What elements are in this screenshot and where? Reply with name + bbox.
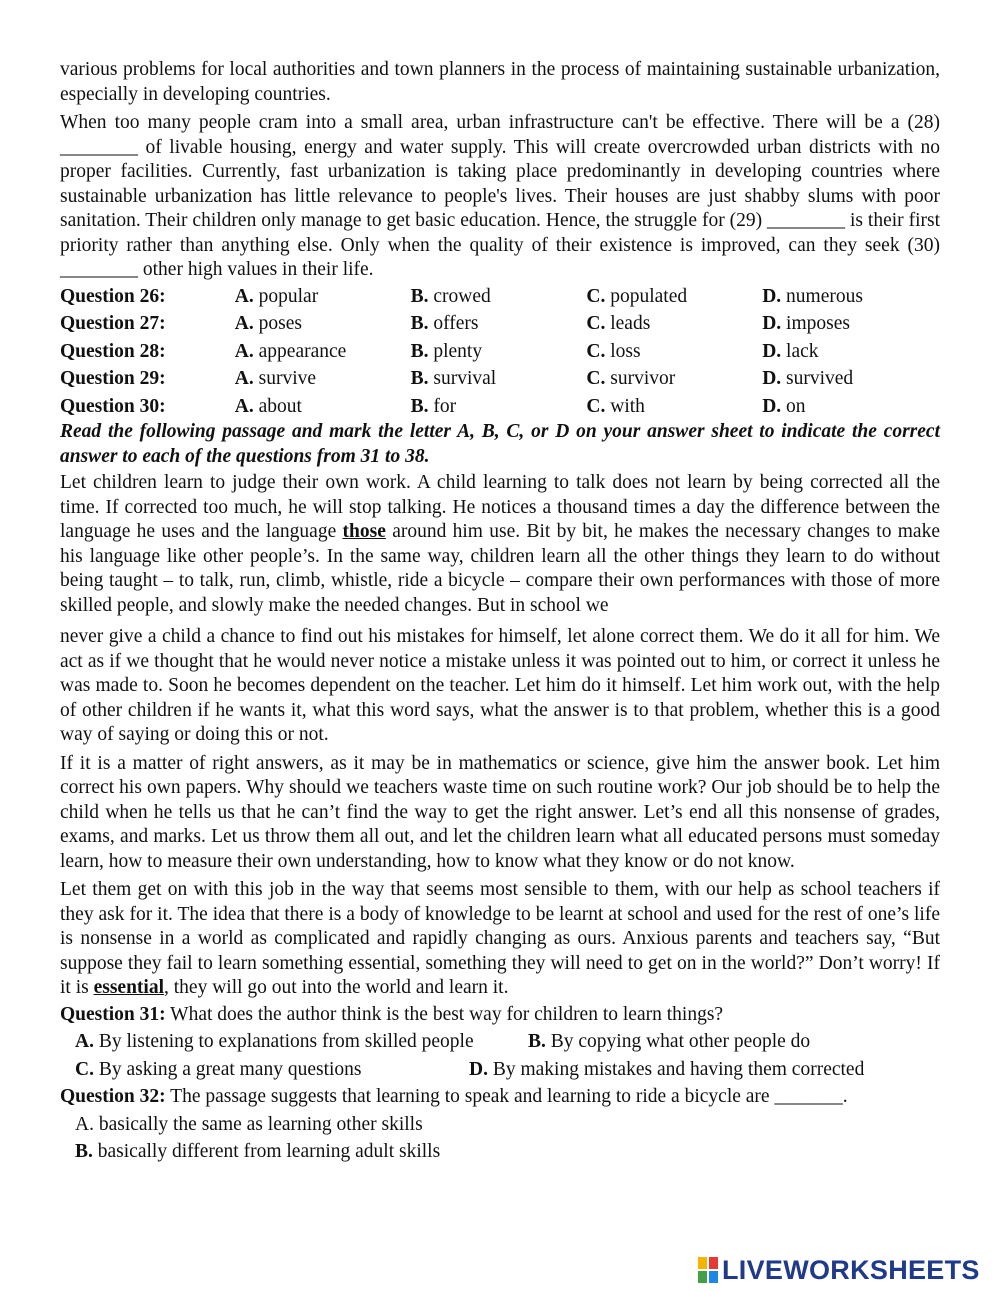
answer-option-b[interactable]: B. crowed [410,285,491,307]
question-row-26 [60,283,940,311]
answer-option-c[interactable]: C. loss [586,340,641,362]
passage-paragraph: When too many people cram into a small area, urban infrastructure can't be effective. There will be a (28) ________ of livable housing, energy and water supply. This will create overcrowded urban districts with no proper facilities. Currently, fast urbanization is taking place predominantly in developing countries where sustainable urbanization has little relevance to people's lives. Their houses are just shabby slums with poor sanitation. Their children only manage to get basic education. Hence, the struggle for (29) ________ is their first priority rather than anything else. Only when the quality of their existence is improved, can they seek (30) ________ other high values in their life. [60,112,940,280]
liveworksheets-logo [698,1255,980,1285]
answer-option-c[interactable]: C. survivor [586,368,676,389]
answer-option-a[interactable]: A. basically the same as learning other skills [75,1113,423,1135]
passage-paragraph: never give a child a chance to find out his mistakes for himself, let alone correct them. We do it all for him. We act as if we thought that he would never notice a mistake unless it was pointed out to him, or correct it unless he was made to. Soon he becomes dependent on the teacher. Let him do it himself. Let him work out, with the help of other children if he wants it, what this word says, what the answer is to that problem, whether this is a good way of saying or doing this or not. [60,626,940,745]
answer-option-c[interactable]: C. leads [586,313,651,334]
cloze-question-list [60,283,940,421]
passage-paragraph: If it is a matter of right answers, as it may be in mathematics or science, give him the answer book. Let him correct his own papers. Why should we teachers waste time on such routine work? Our job should be to help the child when he tells us that he can’t find the way to get the right answer. Let’s end all this nonsense of grades, exams, and marks. Let us throw them all out, and let the children learn what all educated persons must someday learn, how to measure their own understanding, how to know what they know or do not know. [60,752,940,872]
passage-paragraph: various problems for local authorities and town planners in the process of maintaining sustainable urbanization, especially in developing countries. [60,59,940,105]
answer-option-b[interactable]: B. By copying what other people do [528,1031,811,1052]
answer-option-d[interactable]: D. imposes [762,313,850,334]
answer-option-a[interactable]: A. poses [234,313,302,334]
worksheet-page [60,58,940,1166]
answer-option-a[interactable]: A. By listening to explanations from skilled people [75,1031,474,1052]
liveworksheets-wordmark: LIVEWORKSHEETS [722,1255,980,1285]
answer-option-c[interactable]: C. By asking a great many questions [75,1058,362,1080]
answer-option-d[interactable]: D. By making mistakes and having them corrected [469,1058,865,1080]
answer-option-b[interactable]: B. offers [410,313,479,334]
question-label: Question 29: [60,368,166,389]
question-32: Question 32: The passage suggests that learning to speak and learning to ride a bicycle are _______. [60,1086,848,1107]
answer-option-a[interactable]: A. popular [234,285,319,307]
answer-option-d[interactable]: D. on [762,395,806,417]
keyword-essential: essential [93,977,165,998]
answer-option-a[interactable]: A. about [234,395,302,417]
answer-option-d[interactable]: D. numerous [762,285,863,307]
answer-option-c[interactable]: C. populated [586,285,688,307]
question-label: Question 28: [60,340,166,362]
passage-paragraph: Let them get on with this job in the way that seems most sensible to them, with our help as school teachers if they ask for it. The idea that there is a body of knowledge to be learnt at school and used for the rest of one’s life is nonsense in a world as complicated and rapidly changing as ours. Anxious parents and teachers say, “But suppose they fail to learn something essential, something they will need to get on in the world?” Don’t worry! If it is essential, they will go out into the world and learn it. [60,879,940,998]
question-row-28 [60,338,940,366]
question-label: Question 26: [60,285,166,307]
liveworksheets-logo-icon [698,1257,718,1283]
answer-option-b[interactable]: B. for [410,395,457,417]
answer-option-a[interactable]: A. appearance [234,340,347,362]
answer-option-a[interactable]: A. survive [234,368,317,389]
question-label: Question 31: [60,1003,166,1025]
answer-row [60,1028,940,1056]
answer-option-b[interactable]: B. basically different from learning adult skills [75,1141,441,1162]
question-31: Question 31: What does the author think is the best way for children to learn things? [60,1003,724,1025]
answer-option-d[interactable]: D. survived [762,368,854,389]
question-label: Question 30: [60,395,166,417]
answer-row [60,1056,940,1084]
answer-option-d[interactable]: D. lack [762,340,819,362]
question-row-29 [60,365,940,393]
keyword-those: those [342,521,386,542]
question-row-30 [60,393,940,421]
answer-option-b[interactable]: B. survival [410,368,497,389]
question-label: Question 32: [60,1086,166,1107]
answer-option-b[interactable]: B. plenty [410,340,483,362]
answer-option-c[interactable]: C. with [586,395,645,417]
section-instruction: Read the following passage and mark the letter A, B, C, or D on your answer sheet to indicate the correct answer to each of the questions from 31 to 38. [60,421,940,467]
passage-paragraph: Let children learn to judge their own work. A child learning to talk does not learn by being corrected all the time. If corrected too much, he will stop talking. He notices a thousand times a day the difference between the language he uses and the language those around him use. Bit by bit, he makes the necessary changes to make his language like other people’s. In the same way, children learn all the other things they learn to do without being taught – to talk, run, climb, whistle, ride a bicycle – compare their own performances with those of more skilled people, and slowly make the needed changes. But in school we [60,472,940,616]
question-row-27 [60,310,940,338]
question-label: Question 27: [60,313,166,334]
